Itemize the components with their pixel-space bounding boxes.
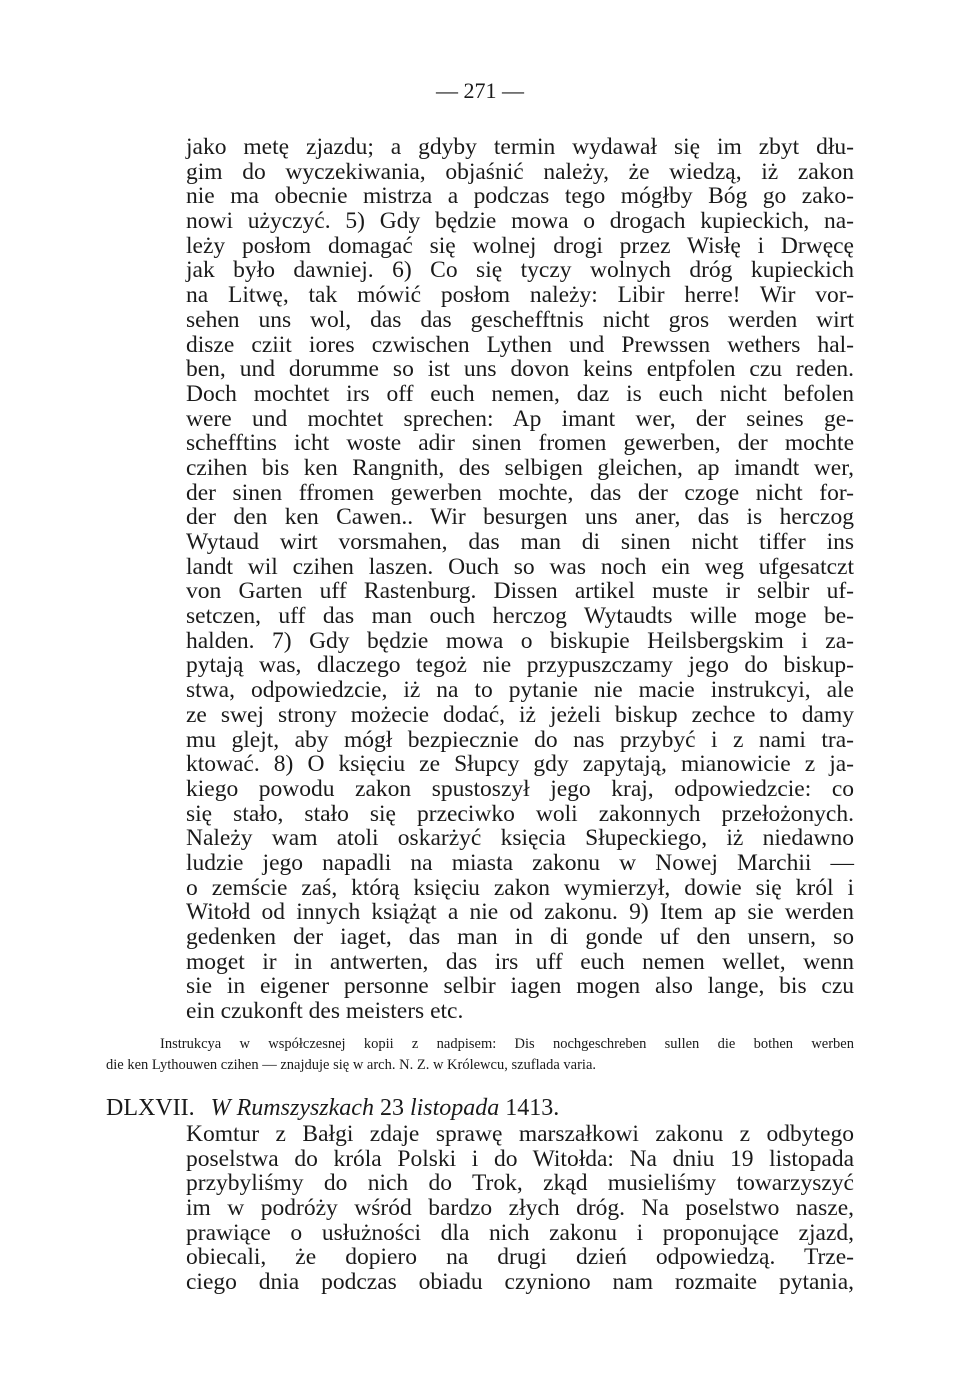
text-line: Witołd od innych książąt a nie od zakonu. 9) Item ap sie werden (186, 899, 854, 926)
document-heading (106, 1094, 559, 1122)
text-line: nowi użyczyć. 5) Gdy będzie mowa o drogach kupieckich, na- (186, 208, 854, 235)
text-line: kiego powodu zakon spustoszył jego kraj, odpowiedzcie: co (186, 775, 854, 802)
summary-line: poselstwa do króla Polski i do Witołda: Na dniu 19 listopada (186, 1145, 854, 1172)
text-line: halden. 7) Gdy będzie mowa o biskupie Heilsbergskim i za- (186, 627, 854, 654)
text-line: moget ir in antwerten, das irs uff euch nemen wellet, wenn (186, 948, 854, 975)
text-line: setczen, uff das man ouch herczog Wytaudts wille moge be- (186, 603, 854, 630)
text-line: o zemście zaś, którą księciu zakon wymierzył, dowie się król i (186, 874, 854, 901)
text-line: der den ken Cawen.. Wir besurgen uns aner, das is herczog (186, 504, 854, 531)
summary-line: przybyliśmy do nich do Trok, zkąd musieliśmy towarzyszyć (186, 1170, 854, 1197)
text-line: mu glejt, aby mógł bezpiecznie do nas przybyć i z nami tra- (186, 726, 854, 753)
summary-line: prawiące o usłużności dla nich zakonu i proponujące zjazd, (186, 1219, 854, 1246)
place-name: Rumszyszkach (236, 1095, 374, 1121)
text-line: von Garten uff Rastenburg. Dissen artikel muste ir selbir uf- (186, 578, 854, 605)
page-number: — 271 — (436, 78, 524, 103)
main-text (186, 135, 854, 1024)
document-summary (186, 1122, 854, 1295)
date-day: 23 (379, 1095, 404, 1121)
date-year: 1413. (505, 1095, 560, 1121)
text-line: gedenken der iaget, das man in di gonde uf den unsern, so (186, 924, 854, 950)
text-line: Doch mochtet irs off euch nemen, daz is euch nicht befolen (186, 380, 854, 407)
text-line: na Litwę, tak mówić posłom należy: Libir herre! Wir vor- (186, 282, 854, 309)
text-line: się stało, stało się przeciwko woli zakonnych przełożonych. (186, 800, 854, 827)
footnote (106, 1034, 854, 1076)
footnote-line: die ken Lythouwen czihen — znajduje się w arch. N. Z. w Królewcu, szuflada varia. (106, 1057, 597, 1073)
summary-line: obiecali, że dopiero na drugi dzień odpowiedzą. Trze- (186, 1244, 854, 1271)
summary-line: Komtur z Bałgi zdaje sprawę marszałkowi zakonu z odbytego (186, 1121, 854, 1147)
text-line: Należy wam atoli oskarżyć księcia Słupeckiego, iż niedawno (186, 825, 854, 852)
text-line: jako metę zjazdu; a gdyby termin wydawał się im zbyt dłu- (186, 134, 854, 160)
text-line: landt wil czihen laszen. Ouch so was noch ein weg ufgesatczt (186, 553, 854, 580)
text-line: ze swej strony możecie dodać, iż jeżeli biskup zechce to damy (186, 701, 854, 728)
text-line: Wytaud wirt vorsmahen, das man di sinen nicht tiffer ins (186, 529, 854, 555)
text-line: ein czukonft des meisters etc. (186, 998, 464, 1025)
text-line: sie in eigener personne selbir iagen mogen also lange, bis czu (186, 973, 854, 1000)
text-line: schefftins icht woste adir sinen fromen gewerben, der mochte (186, 430, 854, 457)
text-line: pytają was, dlaczego tegoż nie przypuszczamy jego do biskup- (186, 652, 854, 679)
text-line: jak było dawniej. 6) Co się tyczy wolnych dróg kupieckich (186, 257, 854, 284)
text-line: ben, und dorumme so ist uns dovon keins entpfolen czu reden. (186, 356, 854, 383)
text-line: ktować. 8) O księciu ze Słupcy gdy zapytają, mianowicie z ja- (186, 751, 854, 778)
text-line: czihen bis ken Rangnith, des selbigen gleichen, ap imandt wer, (186, 454, 854, 481)
text-line: ludzie jego napadli na miasta zakonu w Nowej Marchii — (186, 849, 854, 876)
text-line: leży posłom domagać się wolnej drogi przez Wisłę i Drwęcę (186, 232, 854, 259)
text-line: der sinen ffromen gewerben mochte, das der czoge nicht for- (186, 479, 854, 506)
text-line: gim do wyczekiwania, objaśnić należy, że wiedzą, iż zakon (186, 158, 854, 185)
place-prefix: W (210, 1095, 231, 1121)
text-line: sehen uns wol, das das geschefftnis nicht gros werden wirt (186, 306, 854, 333)
text-line: were und mochtet sprechen: Ap imant wer, der seines ge- (186, 405, 854, 432)
text-line: disze cziit iores czwischen Lythen und Prewssen wethers hal- (186, 331, 854, 358)
summary-line: im w podróży wśród bardzo złych dróg. Na poselstwo nasze, (186, 1195, 854, 1222)
date-month: listopada (409, 1095, 500, 1121)
text-line: nie ma obecnie mistrza a podczas tego mógłby Bóg go zako- (186, 183, 854, 210)
summary-line: ciego dnia podczas obiadu czyniono nam rozmaite pytania, (186, 1269, 854, 1296)
document-number: DLXVII. (106, 1095, 195, 1121)
text-line: stwa, odpowiedzcie, iż na to pytanie nie macie instrukcyi, ale (186, 677, 854, 704)
footnote-line: Instrukcya w współczesnej kopii z nadpisem: Dis nochgeschreben sullen die bothen werben (160, 1036, 854, 1052)
